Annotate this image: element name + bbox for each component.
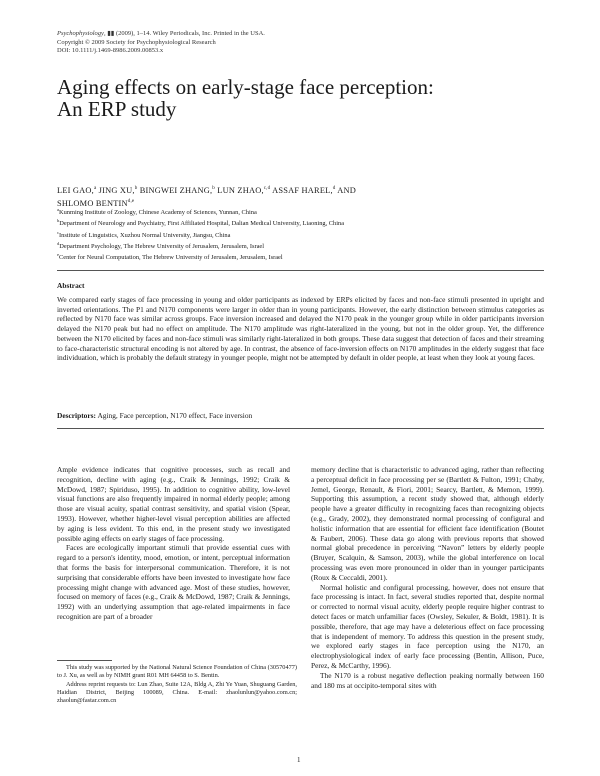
divider-top [57, 270, 544, 271]
body-column-left [57, 465, 290, 622]
author: ASSAF HAREL, [272, 185, 333, 195]
body-column-right [311, 465, 544, 690]
author-conjunction: AND [337, 185, 357, 195]
abstract-heading: Abstract [57, 281, 85, 290]
footnote: Address reprint requests to: Lun Zhao, Suite 12A, Bldg A, Zhi Ye Yuan, Shuguang Garden, Haidian District, Beijing 100089, China. E-mail: zhaolunlun@yahoo.com.cn; zhaolun@fastar.com.cn [57, 680, 297, 705]
affil-mark: a [57, 207, 59, 212]
abstract-text: We compared early stages of face processing in young and older participants as indexed by ERPs elicited by faces and non-face stimuli presented in upright and inverted orientations. The P1 and N170 components were larger in older than in young participants. However, the early distinction between stimulus categories as reflected by N170 face was similar across groups. Face inversion increased and delayed the N170 peak in the younger group while in older participants inversion delayed the N170 peak but had no effect on amplitude. The N170 amplitude was right-lateralized in the young, but not in the older group. Yet, the difference between the N170 elicited by faces and non-face stimuli was similarly right-lateralized in both groups. These data suggest that detection of faces and their streaming to face-characteristic structural encoding is not altered by age. In contrast, the absence of face-inversion effects on N170 amplitudes in the elderly suggest that face individuation, which is probably the default strategy in younger people, might not be attempted by default in older people, at least when they look at young faces. [57, 295, 544, 363]
affil-text: Department of Neurology and Psychiatry, First Affiliated Hospital, Dalian Medical University, Liaoning, China [59, 220, 345, 228]
affil-text: Center for Neural Computation, The Hebrew University of Jerusalem, Jerusalem, Israel [59, 254, 283, 262]
affil-text: Institute of Linguistics, Xuzhou Normal University, Jiangsu, China [59, 231, 231, 239]
affiliation [57, 240, 557, 251]
affil-mark: d [57, 240, 60, 246]
body-paragraph: memory decline that is characteristic to advanced aging, rather than reflecting a perceptual deficit in face processing per se (Bartlett & Fulton, 1991; Chaby, Jemel, George, Renault, & Fiori, 2001; Searcy, Bartlett, & Memon, 1999). Supporting this assumption, a recent study showed that, although elderly people have a greater difficulty in recognizing faces than recognizing objects (e.g., Grady, 2002), they demonstrated normal processing of configural and holistic information that are essential for efficient face identification (Boutet & Faubert, 2006). These data go along with previous reports that showed normal global precedence in perceiving “Navon” letters by elderly people (Bruyer, Scalquin, & Samson, 2003), while the global interference on local processing was even more pronounced in older than in younger participants (Roux & Ceccaldi, 2001). [311, 465, 544, 582]
author-affil-mark: d [332, 186, 336, 191]
journal-name: Psychophysiology [57, 30, 104, 37]
descriptors-label: Descriptors: [57, 411, 96, 420]
author-affil-mark: b [134, 186, 138, 191]
author-affil-mark: b [212, 186, 215, 191]
author: JING XU, [98, 185, 135, 195]
footnotes [57, 664, 297, 705]
title-line-2: An ERP study [57, 97, 177, 121]
author-affil-mark: a [93, 186, 97, 191]
page-number: 1 [297, 756, 301, 764]
affil-text: Department Psychology, The Hebrew University of Jerusalem, Jerusalem, Israel [59, 243, 265, 251]
author-affil-mark: d,e [127, 198, 135, 204]
affiliation [57, 217, 557, 228]
body-paragraph: The N170 is a robust negative deflection peaking normally between 160 and 180 ms at occipito-temporal sites with [311, 670, 544, 690]
footnote-divider [57, 660, 112, 661]
affiliation [57, 206, 557, 217]
body-paragraph: Faces are ecologically important stimuli that provide essential cues with regard to a person's identity, mood, emotion, or intent, perceptual information that forms the basis for interpersonal communication. Therefore, it is not surprising that considerable efforts have been invested to investigate how face processing might change with advanced age. Most of these studies, however, focused on memory of faces (e.g., Craik & McDowd, 1987; Craik & Jennings, 1992) with an underlying assumption that age-related impairments in face recognition are part of a broader [57, 543, 290, 621]
body-paragraph: Normal holistic and configural processing, however, does not ensure that face processing is intact. In fact, several studies reported that, despite normal or corrected to normal visual acuity, elderly people require higher contrast to detect faces or match unfamiliar faces (Owsley, Sekuler, & Boldt, 1981). It is possible, therefore, that age may have a deleterious effect on face processing that is independent of memory. To address this question in the present study, we explored early stages in face perception using the N170, an electrophysiological index of early face processing (Bentin, Allison, Puce, Perez, & McCarthy, 1996). [311, 582, 544, 670]
affil-mark: b [57, 218, 60, 224]
affil-text: Kunming Institute of Zoology, Chinese Academy of Sciences, Yunnan, China [59, 209, 257, 217]
author: LEI GAO, [57, 185, 94, 195]
descriptors-values: Aging, Face perception, N170 effect, Face inversion [96, 411, 253, 420]
title-line-1: Aging effects on early-stage face perception: [57, 75, 434, 99]
journal-header [57, 30, 265, 56]
doi-line: DOI: 10.1111/j.1469-8986.2009.00853.x [57, 47, 164, 55]
footnote: This study was supported by the National Natural Science Foundation of China (30570477) to J. Xu, as well as by NIMH grant R01 MH 64458 to S. Bentin. [57, 664, 297, 680]
divider-bottom [57, 428, 544, 429]
affil-mark: c [57, 229, 59, 235]
author: BINGWEI ZHANG, [139, 185, 213, 195]
author-affil-mark: c,d [263, 186, 271, 191]
journal-citation: , ▮▮ (2009), 1–14. Wiley Periodicals, Inc. Printed in the USA. [103, 30, 265, 37]
author: SHLOMO BENTIN [57, 198, 128, 208]
affiliation-list [57, 206, 557, 263]
paper-title [57, 76, 537, 120]
author: LUN ZHAO, [217, 185, 264, 195]
body-paragraph: Ample evidence indicates that cognitive processes, such as recall and recognition, decline with aging (e.g., Craik & Jennings, 1992; Craik & McDowd, 1987; Spiriduso, 1995). In addition to cognitive ability, low-level visual functions are also frequently impaired in normal elderly people; among those are visual acuity, spatial contrast sensitivity, and spatial vision (Spear, 1993). However, whether higher-level visual perception abilities are affected by aging is less evident. To this end, in the present study we investigated possible aging effects on early stages of face processing. [57, 465, 290, 543]
descriptors [57, 411, 252, 420]
affiliation [57, 251, 557, 262]
author-list [57, 183, 557, 209]
affiliation [57, 229, 557, 240]
copyright-line: Copyright © 2009 Society for Psychophysiological Research [57, 38, 216, 46]
affil-mark: e [57, 252, 59, 258]
